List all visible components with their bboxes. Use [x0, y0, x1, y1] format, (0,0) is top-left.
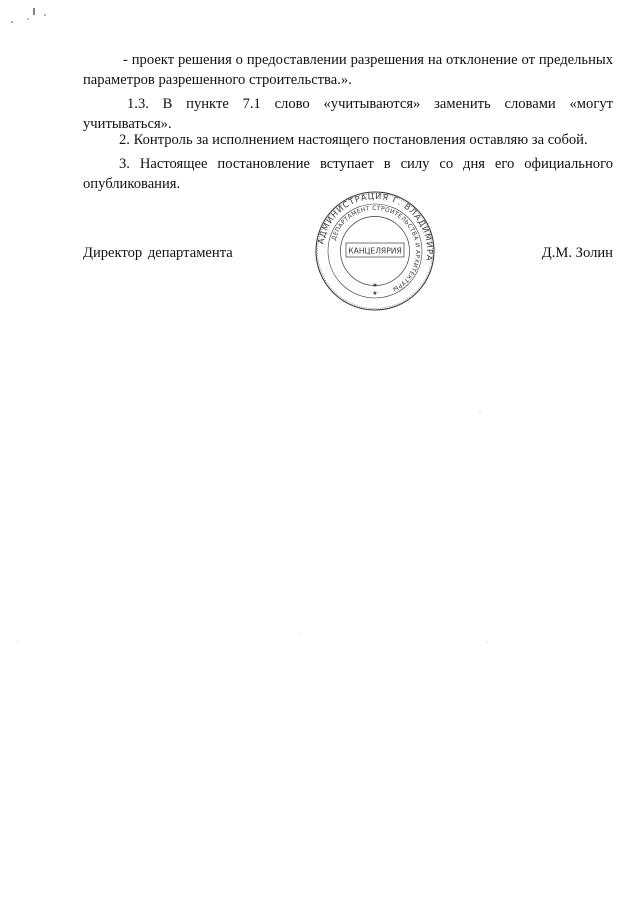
stamp-outer-text: АДМИНИСТРАЦИЯ Г. ВЛАДИМИРА [315, 190, 436, 263]
office-seal-stamp [314, 190, 436, 312]
paragraph-draft-decision: - проект решения о предоставлении разрешения на отклонение от предельных параметров разрешенного строительства.». [83, 52, 613, 88]
svg-text:★: ★ [372, 283, 378, 289]
paragraph-point-3: 3. Настоящее постановление вступает в силу со дня его официального опубликования. [83, 156, 613, 192]
stamp-center-text: КАНЦЕЛЯРИЯ [348, 246, 402, 256]
paragraph-point-1-3: 1.3. В пункте 7.1 слово «учитываются» заменить словами «могут учитываться». [83, 96, 613, 132]
stamp-inner-text: ДЕПАРТАМЕНТ СТРОИТЕЛЬСТВА И АРХИТЕКТУРЫ [330, 204, 422, 293]
paragraph-point-2: 2. Контроль за исполнением настоящего постановления оставляю за собой. [119, 132, 588, 148]
signatory-position: Директор департамента [83, 245, 233, 261]
svg-text:★: ★ [372, 291, 378, 297]
signatory-name: Д.М. Золин [541, 245, 613, 261]
